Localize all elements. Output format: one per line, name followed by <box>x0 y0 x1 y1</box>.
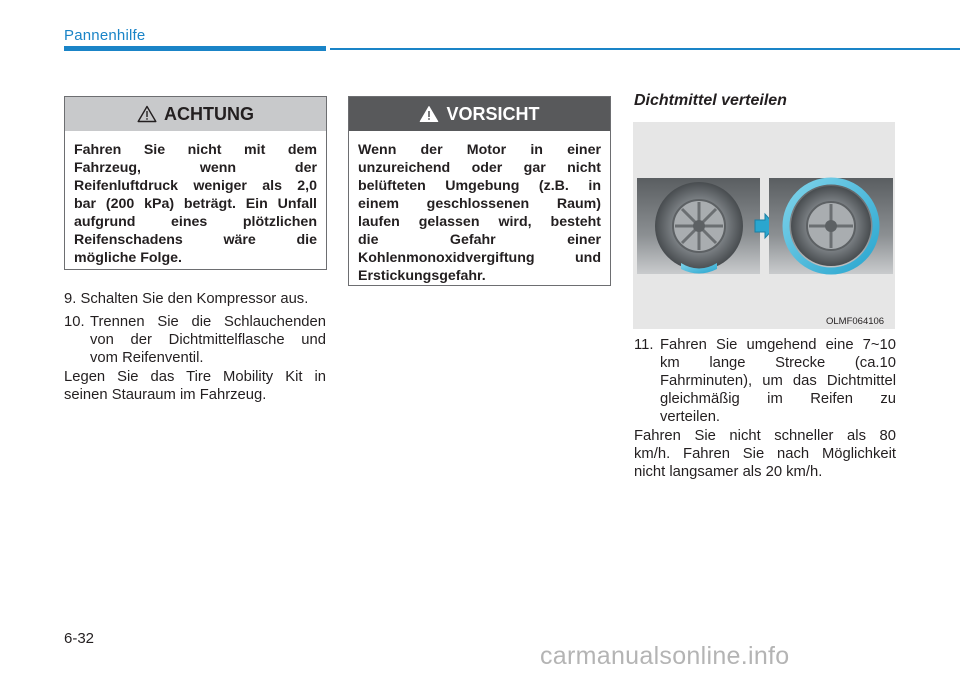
step-11-line: km lange Strecke (ca.10 <box>660 355 896 371</box>
achtung-title: ACHTUNG <box>164 103 254 124</box>
achtung-header <box>65 97 326 131</box>
stow-kit-paragraph <box>64 368 326 404</box>
step-11-line: verteilen. <box>660 409 721 425</box>
vorsicht-line: die Gefahr einer <box>358 232 601 248</box>
section-title: Pannenhilfe <box>64 27 146 44</box>
stow-kit-line: seinen Stauraum im Fahrzeug. <box>64 387 267 403</box>
achtung-box <box>64 96 327 270</box>
vorsicht-line: Wenn der Motor in einer <box>358 142 601 158</box>
step-9-text: Schalten Sie den Kompressor aus. <box>80 291 309 307</box>
achtung-text <box>65 131 326 267</box>
achtung-line: bar (200 kPa) beträgt. Ein Unfall <box>74 196 317 212</box>
vorsicht-line: Erstickungsgefahr. <box>358 268 486 284</box>
step-10-line: Trennen Sie die Schlauchenden <box>90 314 326 330</box>
header-rule-thin <box>330 48 960 50</box>
vorsicht-line: Kohlenmonoxidvergiftung und <box>358 250 601 266</box>
step-11-number: 11. <box>634 337 654 353</box>
step-10-line: von der Dichtmittelflasche und <box>90 332 326 348</box>
step-9 <box>64 290 326 308</box>
warning-triangle-filled-icon <box>419 105 439 123</box>
speed-line: Fahren Sie nicht schneller als 80 <box>634 428 896 444</box>
warning-triangle-outline-icon <box>137 105 157 123</box>
step-11 <box>634 336 896 426</box>
achtung-line: Reifenluftdruck weniger als 2,0 <box>74 178 317 194</box>
step-11-line: Fahren Sie umgehend eine 7~10 <box>660 337 896 353</box>
tire-illustration <box>633 122 895 329</box>
achtung-line: Fahren Sie nicht mit dem <box>74 142 317 158</box>
achtung-line: Reifenschadens wäre die <box>74 232 317 248</box>
tire-sealant-figure <box>633 122 895 329</box>
vorsicht-line: belüfteten Umgebung (z.B. in <box>358 178 601 194</box>
vorsicht-line: einem geschlossenen Raum) <box>358 196 601 212</box>
tire-after-panel <box>769 178 893 274</box>
achtung-line: aufgrund eines plötzlichen <box>74 214 317 230</box>
speed-line: km/h. Fahren Sie nach Möglichkeit <box>634 446 896 462</box>
vorsicht-line: laufen gelassen wird, besteht <box>358 214 601 230</box>
vorsicht-text <box>349 131 610 285</box>
vorsicht-title: VORSICHT <box>446 103 540 124</box>
step-9-number: 9. <box>64 291 77 307</box>
page-number: 6-32 <box>64 630 95 647</box>
step-10 <box>64 313 326 367</box>
speed-paragraph <box>634 427 896 481</box>
step-10-line: vom Reifenventil. <box>90 350 204 366</box>
step-11-line: gleichmäßig im Reifen zu <box>660 391 896 407</box>
speed-line: nicht langsamer als 20 km/h. <box>634 464 823 480</box>
header-rule-thick <box>64 46 326 51</box>
achtung-line: Fahrzeug, wenn der <box>74 160 317 176</box>
step-10-number: 10. <box>64 314 85 330</box>
vorsicht-line: unzureichend oder gar nicht <box>358 160 601 176</box>
vorsicht-header <box>349 97 610 131</box>
watermark: carmanualsonline.info <box>540 642 790 670</box>
subheading: Dichtmittel verteilen <box>634 92 787 109</box>
step-11-line: Fahrminuten), um das Dichtmittel <box>660 373 896 389</box>
achtung-line: mögliche Folge. <box>74 250 182 266</box>
stow-kit-line: Legen Sie das Tire Mobility Kit in <box>64 369 326 385</box>
tire-before-panel <box>637 178 760 274</box>
vorsicht-box <box>348 96 611 286</box>
figure-code: OLMF064106 <box>826 316 885 327</box>
